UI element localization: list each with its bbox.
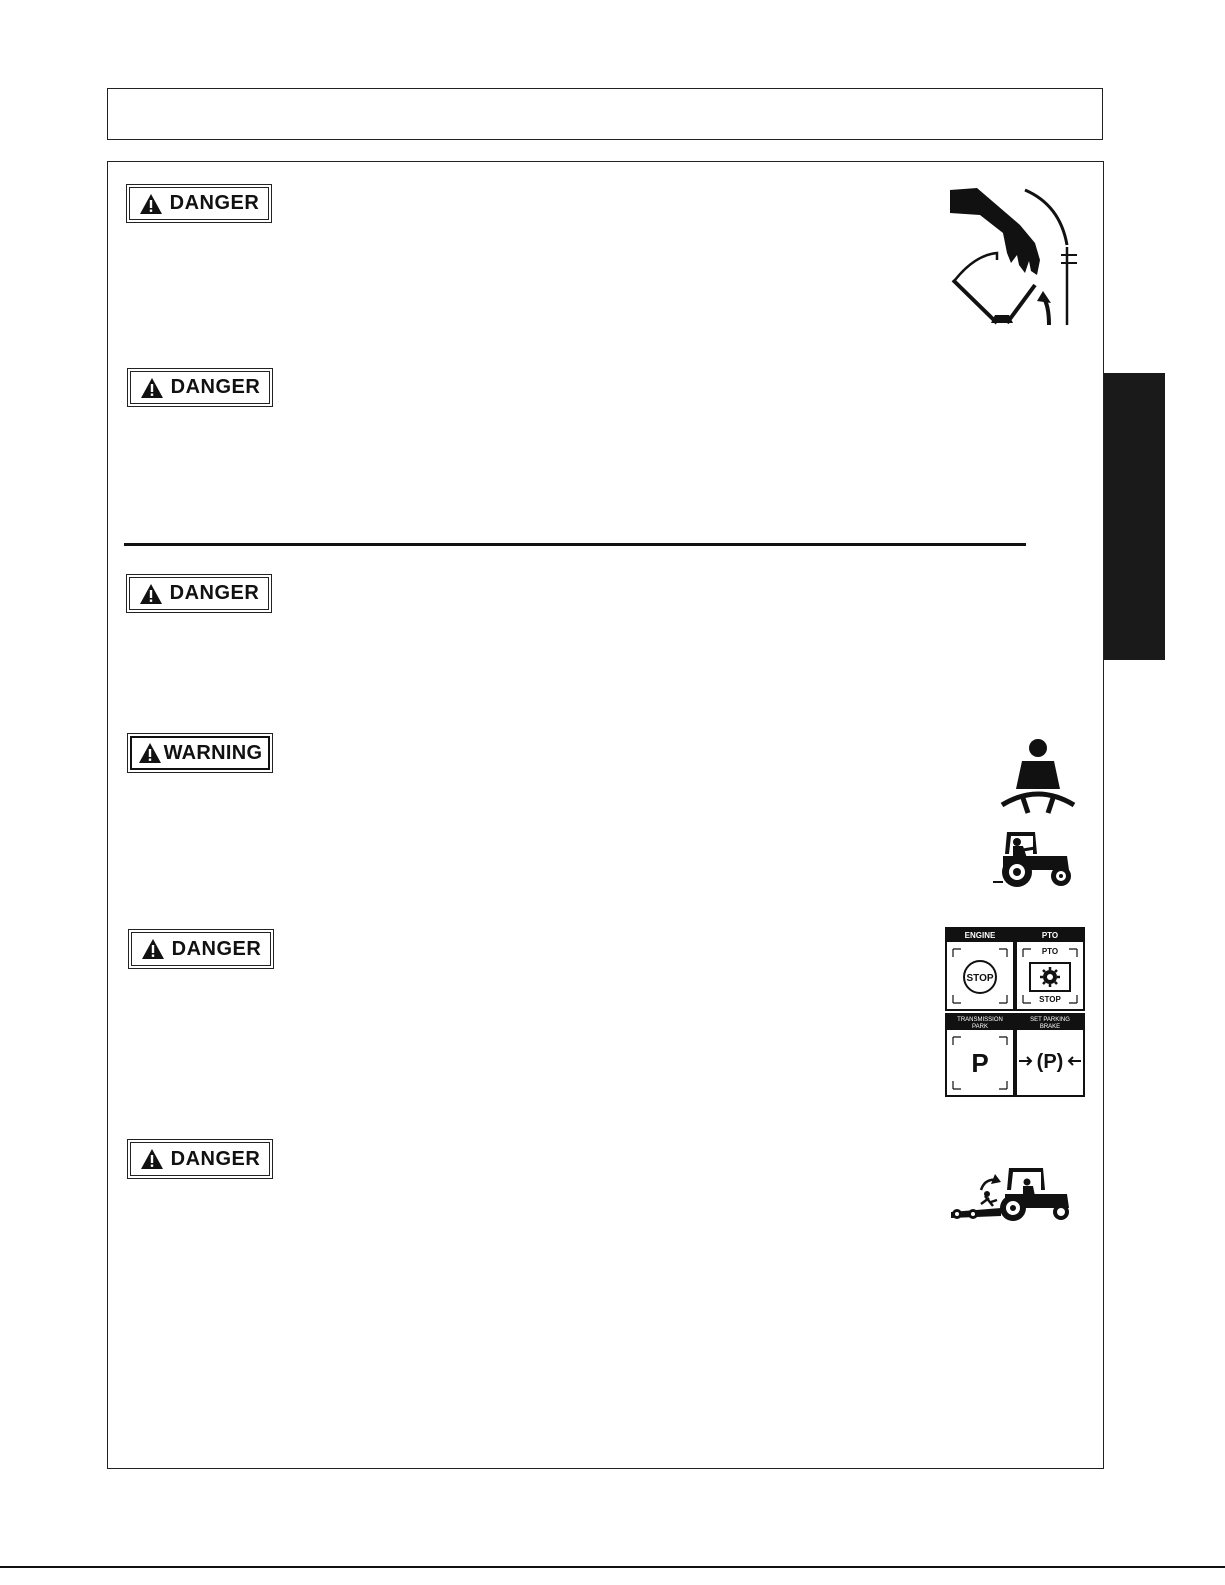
warning-triangle-icon [139, 583, 163, 605]
danger-word: DANGER [169, 192, 260, 214]
decal-pto-inner-label: PTO [1041, 947, 1059, 956]
decal-brake-label: BRAKE [1039, 1024, 1061, 1030]
tractor-rollover-icon [947, 1164, 1073, 1222]
decal-pto-label: PTO [1041, 931, 1059, 940]
decal-park-label: PARK [972, 1024, 988, 1030]
danger-label [127, 368, 273, 407]
decal-set-parking-label: SET PARKING [1030, 1017, 1070, 1023]
danger-word: DANGER [169, 582, 260, 604]
danger-word: DANGER [171, 937, 262, 960]
content-box [107, 161, 1104, 1469]
section-tab [1104, 373, 1165, 660]
danger-word: DANGER [170, 376, 261, 398]
danger-label [127, 1139, 273, 1179]
danger-label [126, 574, 272, 613]
section-divider [124, 543, 1026, 546]
danger-label [128, 929, 274, 969]
tractor-operator-icon [993, 828, 1075, 890]
bottom-rule [0, 1566, 1225, 1568]
decal-p-circle-label: (P) [1036, 1051, 1064, 1073]
header-box [107, 88, 1103, 140]
decal-stop-label: STOP [966, 973, 994, 984]
decal-p-label: P [971, 1048, 989, 1078]
decal-transmission-label: TRANSMISSION [957, 1017, 1003, 1023]
seated-operator-seatbelt-icon [1000, 737, 1078, 815]
decal-pto-stop-label: STOP [1039, 995, 1061, 1004]
warning-triangle-icon [140, 1148, 164, 1170]
warning-triangle-icon [138, 742, 162, 764]
decal-engine-label: ENGINE [964, 931, 996, 940]
warning-label [127, 733, 273, 773]
warning-triangle-icon [139, 193, 163, 215]
danger-word: DANGER [170, 1147, 261, 1170]
warning-triangle-icon [141, 938, 165, 960]
hand-near-rotor-icon [945, 185, 1080, 330]
warning-triangle-icon [140, 377, 164, 399]
shutdown-procedure-decal [945, 927, 1085, 1098]
warning-word: WARNING [163, 741, 263, 764]
danger-label [126, 184, 272, 223]
